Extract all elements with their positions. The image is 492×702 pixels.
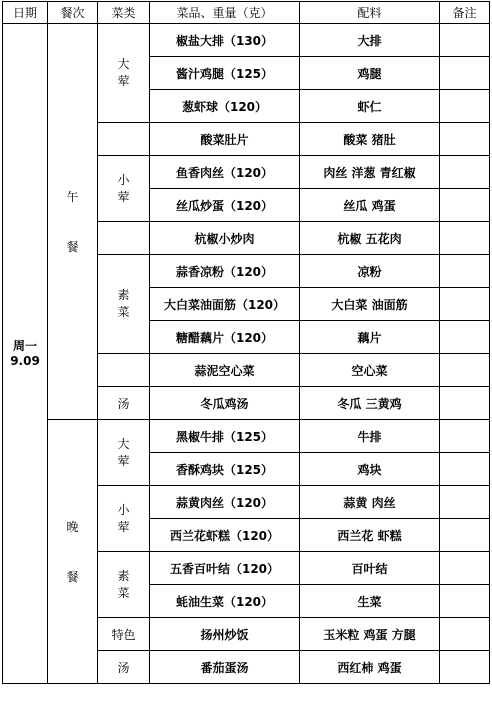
ingredients-cell: 鸡块 xyxy=(300,453,440,486)
ingredients-cell: 大排 xyxy=(300,24,440,57)
ingredients-cell: 牛排 xyxy=(300,420,440,453)
meal-dinner-label-1: 晚 xyxy=(66,519,79,534)
category-cell xyxy=(98,222,150,255)
ingredients-cell: 西红柿 鸡蛋 xyxy=(300,651,440,684)
remark-cell xyxy=(440,519,490,552)
meal-dinner-label-2: 餐 xyxy=(66,569,79,584)
dish-cell: 酱汁鸡腿（125） xyxy=(150,57,300,90)
ingredients-cell: 杭椒 五花肉 xyxy=(300,222,440,255)
ingredients-cell: 玉米粒 鸡蛋 方腿 xyxy=(300,618,440,651)
remark-cell xyxy=(440,321,490,354)
ingredients-cell: 百叶结 xyxy=(300,552,440,585)
category-cell: 汤 xyxy=(98,651,150,684)
meal-dinner xyxy=(48,420,98,684)
ingredients-cell: 蒜黄 肉丝 xyxy=(300,486,440,519)
meal-lunch-label-2: 餐 xyxy=(66,239,79,254)
ingredients-cell: 丝瓜 鸡蛋 xyxy=(300,189,440,222)
category-cell: 汤 xyxy=(98,387,150,420)
ingredients-cell: 西兰花 虾糕 xyxy=(300,519,440,552)
meal-lunch xyxy=(48,24,98,420)
ingredients-cell: 肉丝 洋葱 青红椒 xyxy=(300,156,440,189)
ingredients-cell: 酸菜 猪肚 xyxy=(300,123,440,156)
category-cell xyxy=(98,123,150,156)
dish-cell: 鱼香肉丝（120） xyxy=(150,156,300,189)
category-cell xyxy=(98,354,150,387)
dish-cell: 香酥鸡块（125） xyxy=(150,453,300,486)
dish-cell: 番茄蛋汤 xyxy=(150,651,300,684)
remark-cell xyxy=(440,24,490,57)
menu-table-wrapper xyxy=(2,1,490,684)
header-row xyxy=(3,2,490,24)
remark-cell xyxy=(440,222,490,255)
dish-cell: 五香百叶结（120） xyxy=(150,552,300,585)
remark-cell xyxy=(440,189,490,222)
table-row xyxy=(3,420,490,453)
remark-cell xyxy=(440,156,490,189)
ingredients-cell: 鸡腿 xyxy=(300,57,440,90)
dish-cell: 黑椒牛排（125） xyxy=(150,420,300,453)
remark-cell xyxy=(440,486,490,519)
dish-cell: 酸菜肚片 xyxy=(150,123,300,156)
dish-cell: 蒜泥空心菜 xyxy=(150,354,300,387)
dish-cell: 冬瓜鸡汤 xyxy=(150,387,300,420)
header-category: 菜类 xyxy=(98,2,150,24)
remark-cell xyxy=(440,123,490,156)
meal-lunch-label-1: 午 xyxy=(66,189,79,204)
menu-table xyxy=(2,1,490,684)
weekday-label: 周一 xyxy=(12,338,37,353)
category-cell: 素菜 xyxy=(98,552,150,618)
dish-cell: 蒜香凉粉（120） xyxy=(150,255,300,288)
dish-cell: 西兰花虾糕（120） xyxy=(150,519,300,552)
header-remark: 备注 xyxy=(440,2,490,24)
remark-cell xyxy=(440,90,490,123)
ingredients-cell: 空心菜 xyxy=(300,354,440,387)
ingredients-cell: 藕片 xyxy=(300,321,440,354)
dish-cell: 杭椒小炒肉 xyxy=(150,222,300,255)
category-cell: 素菜 xyxy=(98,255,150,354)
date-cell xyxy=(3,24,48,684)
remark-cell xyxy=(440,618,490,651)
dish-cell: 蒜黄肉丝（120） xyxy=(150,486,300,519)
remark-cell xyxy=(440,255,490,288)
header-dish: 菜品、重量（克） xyxy=(150,2,300,24)
table-row xyxy=(3,24,490,57)
remark-cell xyxy=(440,57,490,90)
remark-cell xyxy=(440,651,490,684)
remark-cell xyxy=(440,387,490,420)
remark-cell xyxy=(440,420,490,453)
ingredients-cell: 凉粉 xyxy=(300,255,440,288)
category-cell: 大荤 xyxy=(98,24,150,123)
ingredients-cell: 虾仁 xyxy=(300,90,440,123)
dish-cell: 大白菜油面筋（120） xyxy=(150,288,300,321)
category-cell: 小荤 xyxy=(98,486,150,552)
ingredients-cell: 生菜 xyxy=(300,585,440,618)
category-cell: 特色 xyxy=(98,618,150,651)
category-cell: 小荤 xyxy=(98,156,150,222)
remark-cell xyxy=(440,288,490,321)
dish-cell: 扬州炒饭 xyxy=(150,618,300,651)
header-ingredients: 配料 xyxy=(300,2,440,24)
dish-cell: 糖醋藕片（120） xyxy=(150,321,300,354)
category-cell: 大荤 xyxy=(98,420,150,486)
ingredients-cell: 冬瓜 三黄鸡 xyxy=(300,387,440,420)
header-date: 日期 xyxy=(3,2,48,24)
day-label: 9.09 xyxy=(10,353,40,368)
dish-cell: 葱虾球（120） xyxy=(150,90,300,123)
ingredients-cell: 大白菜 油面筋 xyxy=(300,288,440,321)
header-meal: 餐次 xyxy=(48,2,98,24)
remark-cell xyxy=(440,453,490,486)
remark-cell xyxy=(440,585,490,618)
dish-cell: 丝瓜炒蛋（120） xyxy=(150,189,300,222)
remark-cell xyxy=(440,552,490,585)
dish-cell: 椒盐大排（130） xyxy=(150,24,300,57)
remark-cell xyxy=(440,354,490,387)
dish-cell: 蚝油生菜（120） xyxy=(150,585,300,618)
